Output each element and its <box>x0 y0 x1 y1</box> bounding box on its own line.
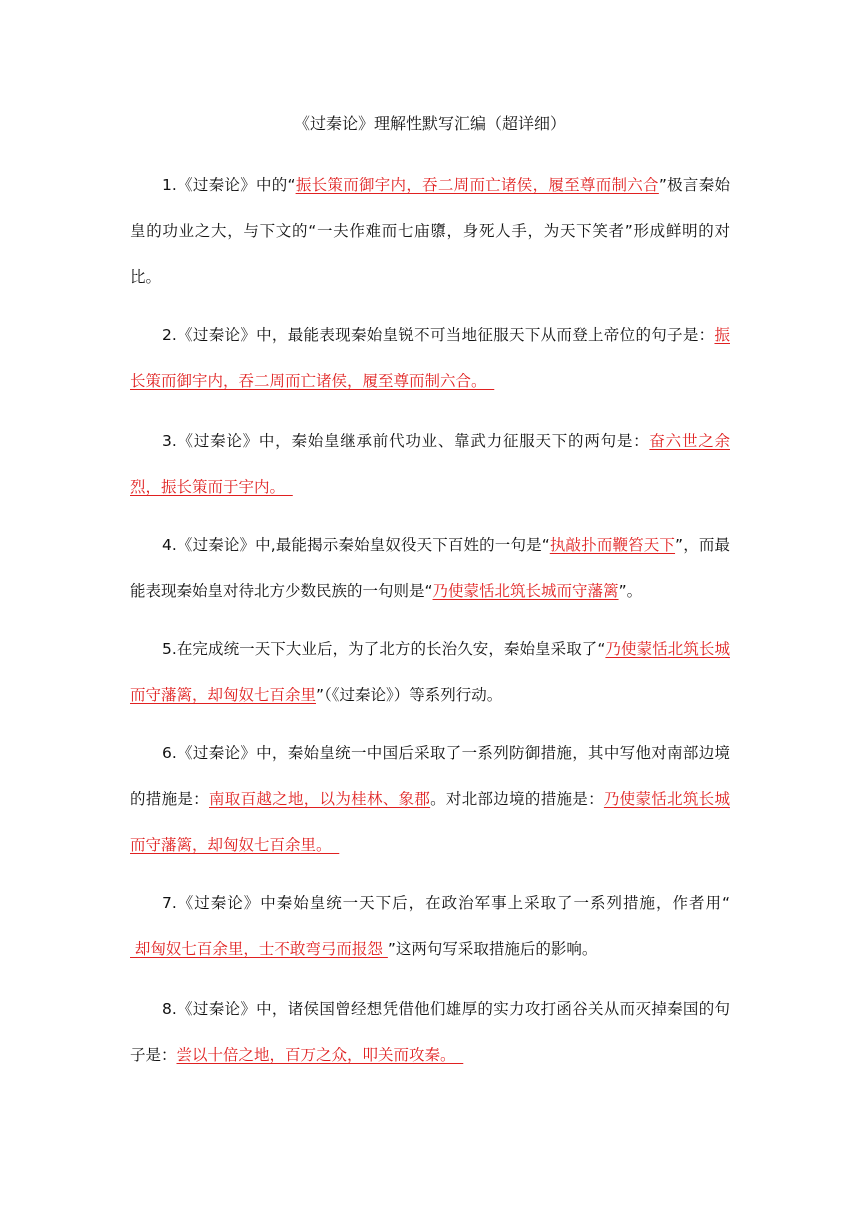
question-5 <box>130 626 730 718</box>
question-1-tail: ”极言秦始皇的功业之大，与下文的“一夫作难而七庙隳，身死人手，为天下笑者”形成鲜明的对比。 <box>130 176 730 286</box>
question-3-prompt: 3.《过秦论》中，秦始皇继承前代功业、靠武力征服天下的两句是： <box>162 432 650 450</box>
question-8-answer: 尝以十倍之地，百万之众，叩关而攻秦。 <box>176 1046 464 1064</box>
question-4-prompt: 4.《过秦论》中,最能揭示秦始皇奴役天下百姓的一句是“ <box>162 536 550 554</box>
question-4-answer-2: 乃使蒙恬北筑长城而守藩篱 <box>432 582 619 600</box>
question-1 <box>130 162 730 300</box>
question-4-answer-1: 执敲扑而鞭笞天下 <box>549 536 676 554</box>
question-1-prompt: 1.《过秦论》中的“ <box>162 176 296 194</box>
question-6-prompt: 6.《过秦论》中，秦始皇统一中国后采取了一系列防御措施，其中写他对南部边境的措施是： <box>130 744 730 808</box>
question-6-middle: 。对北部边境的措施是： <box>430 790 604 808</box>
question-5-answer: 乃使蒙恬北筑长城而守藩篱，却匈奴七百余里 <box>130 640 730 704</box>
question-7-answer: 却匈奴七百余里，士不敢弯弓而报怨 <box>130 940 388 958</box>
question-4-tail: ”。 <box>618 582 643 600</box>
question-6-answer-2: 乃使蒙恬北筑长城而守藩篱，却匈奴七百余里。 <box>130 790 730 854</box>
question-6-answer-1: 南取百越之地，以为桂林、象郡 <box>208 790 431 808</box>
document-title: 《过秦论》理解性默写汇编（超详细） <box>293 114 566 133</box>
question-7 <box>130 880 730 972</box>
question-6 <box>130 730 730 868</box>
question-3-answer: 奋六世之余烈，振长策而于宇内。 <box>130 432 730 496</box>
question-5-prompt: 5.在完成统一天下大业后，为了北方的长治久安，秦始皇采取了“ <box>162 640 606 658</box>
question-2 <box>130 312 730 404</box>
question-5-tail: ”（《过秦论》）等系列行动。 <box>316 686 503 704</box>
question-7-prompt: 7.《过秦论》中秦始皇统一天下后，在政治军事上采取了一系列措施，作者用“ <box>162 894 730 912</box>
question-2-answer: 振长策而御宇内，吞二周而亡诸侯，履至尊而制六合。 <box>130 326 730 390</box>
question-3 <box>130 418 730 510</box>
question-1-answer: 振长策而御宇内，吞二周而亡诸侯，履至尊而制六合 <box>295 176 659 194</box>
question-4 <box>130 522 730 614</box>
question-4-middle: ”，而最能表现秦始皇对待北方少数民族的一句则是“ <box>130 536 730 600</box>
question-2-prompt: 2.《过秦论》中，最能表现秦始皇锐不可当地征服天下从而登上帝位的句子是： <box>162 326 715 344</box>
question-8-prompt: 8.《过秦论》中，诸侯国曾经想凭借他们雄厚的实力攻打函谷关从而灭掉秦国的句子是： <box>130 1000 730 1064</box>
question-7-tail: ”这两句写采取措施后的影响。 <box>387 940 598 958</box>
question-8 <box>130 986 730 1078</box>
